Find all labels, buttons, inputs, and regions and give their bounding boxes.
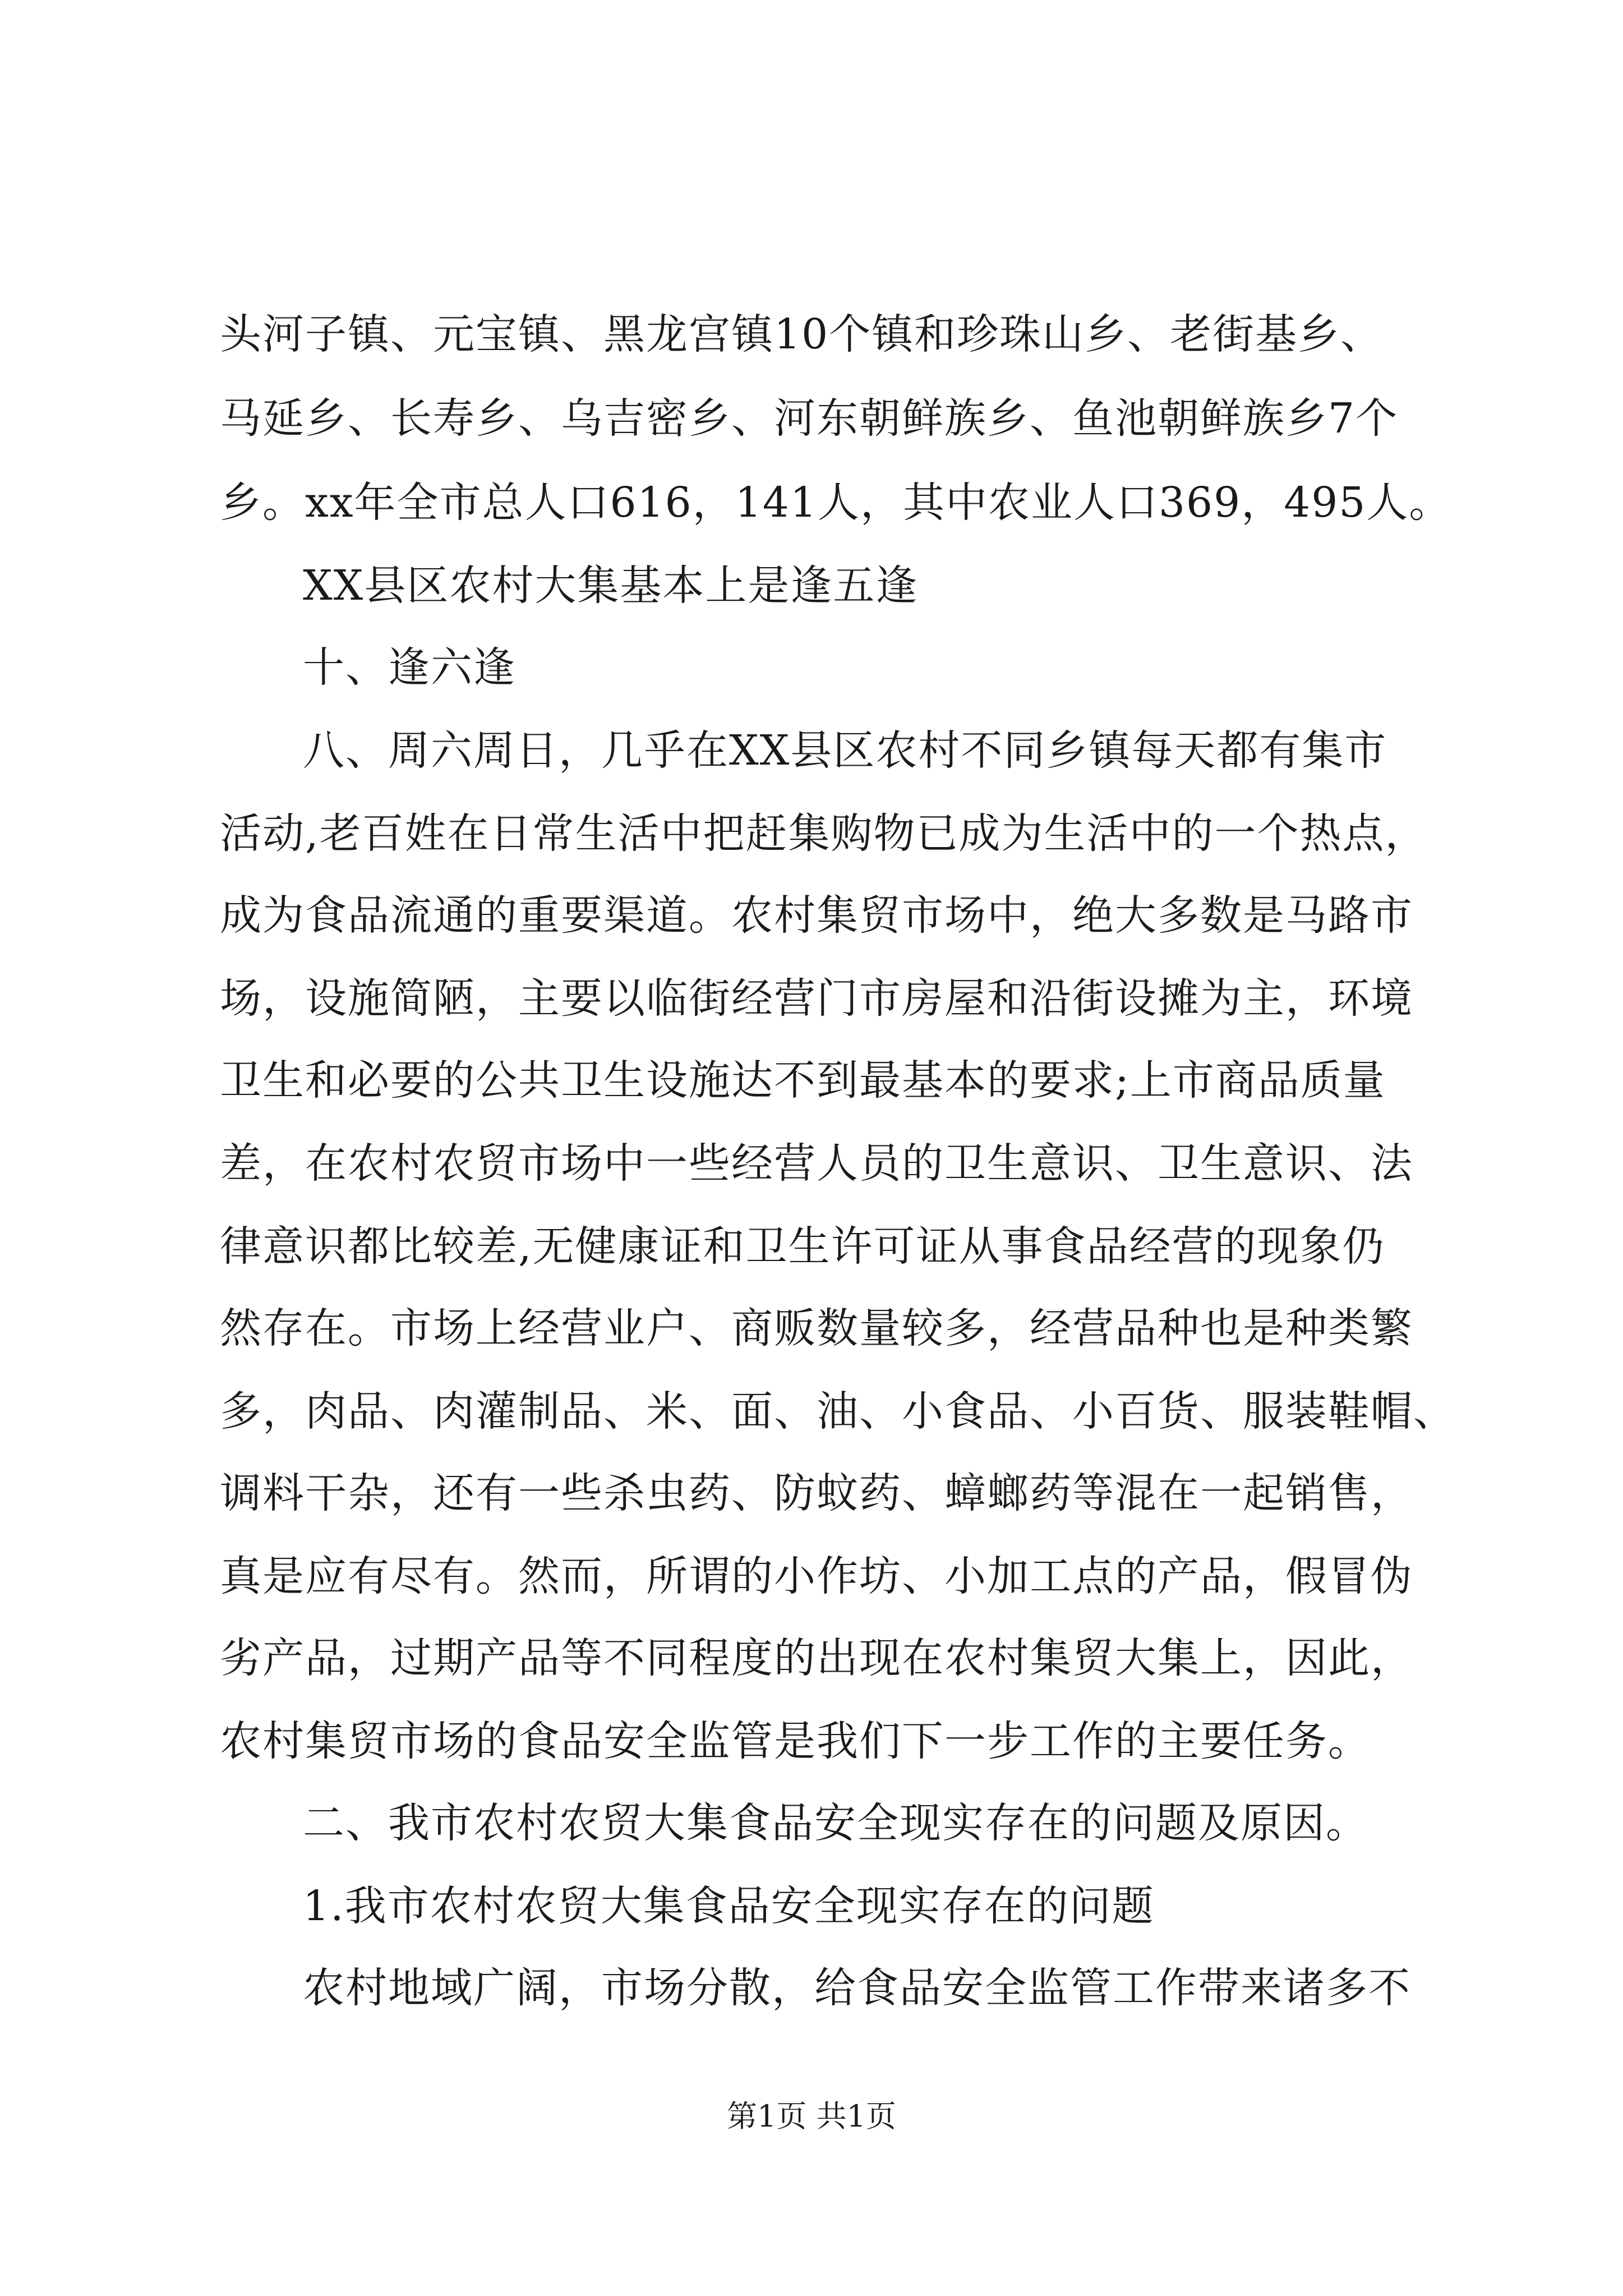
text-line: 农村地域广阔，市场分散，给食品安全监管工作带来诸多不 <box>303 1964 1411 2012</box>
text-line: 活动,老百姓在日常生活中把赶集购物已成为生活中的一个热点， <box>220 809 1428 858</box>
text-line: 差，在农村农贸市场中一些经营人员的卫生意识、卫生意识、法 <box>220 1139 1413 1188</box>
page-footer: 第1页 共1页 <box>727 2099 896 2134</box>
text-line: 十、逢六逢 <box>303 643 516 692</box>
text-line: XX县区农村大集基本上是逢五逢 <box>303 562 919 610</box>
section-heading: 二、我市农村农贸大集食品安全现实存在的问题及原因。 <box>303 1799 1368 1847</box>
text-line: 八、周六周日，几乎在XX县区农村不同乡镇每天都有集市 <box>303 726 1387 775</box>
text-line: 乡。xx年全市总人口616，141人，其中农业人口369，495人。 <box>220 478 1452 527</box>
text-line: 调料干杂，还有一些杀虫药、防蚊药、蟑螂药等混在一起销售， <box>220 1469 1413 1517</box>
text-line: 成为食品流通的重要渠道。农村集贸市场中，绝大多数是马路市 <box>220 891 1413 940</box>
text-line: 场，设施简陋，主要以临街经营门市房屋和沿街设摊为主，环境 <box>220 974 1413 1023</box>
text-line: 马延乡、长寿乡、乌吉密乡、河东朝鲜族乡、鱼池朝鲜族乡7个 <box>220 394 1399 443</box>
text-line: 然存在。市场上经营业户、商贩数量较多，经营品种也是种类繁 <box>220 1304 1413 1352</box>
text-line: 头河子镇、元宝镇、黑龙宫镇10个镇和珍珠山乡、老街基乡、 <box>220 310 1384 358</box>
text-line: 卫生和必要的公共卫生设施达不到最基本的要求;上市商品质量 <box>220 1056 1386 1105</box>
text-line: 劣产品，过期产品等不同程度的出现在农村集贸大集上，因此， <box>220 1634 1413 1682</box>
subsection-heading: 1.我市农村农贸大集食品安全现实存在的问题 <box>303 1882 1155 1930</box>
text-line: 律意识都比较差,无健康证和卫生许可证从事食品经营的现象仍 <box>220 1222 1385 1271</box>
text-line: 真是应有尽有。然而，所谓的小作坊、小加工点的产品，假冒伪 <box>220 1552 1413 1600</box>
text-line: 多，肉品、肉灌制品、米、面、油、小食品、小百货、服装鞋帽、 <box>220 1387 1456 1435</box>
text-line: 农村集贸市场的食品安全监管是我们下一步工作的主要任务。 <box>220 1717 1371 1765</box>
